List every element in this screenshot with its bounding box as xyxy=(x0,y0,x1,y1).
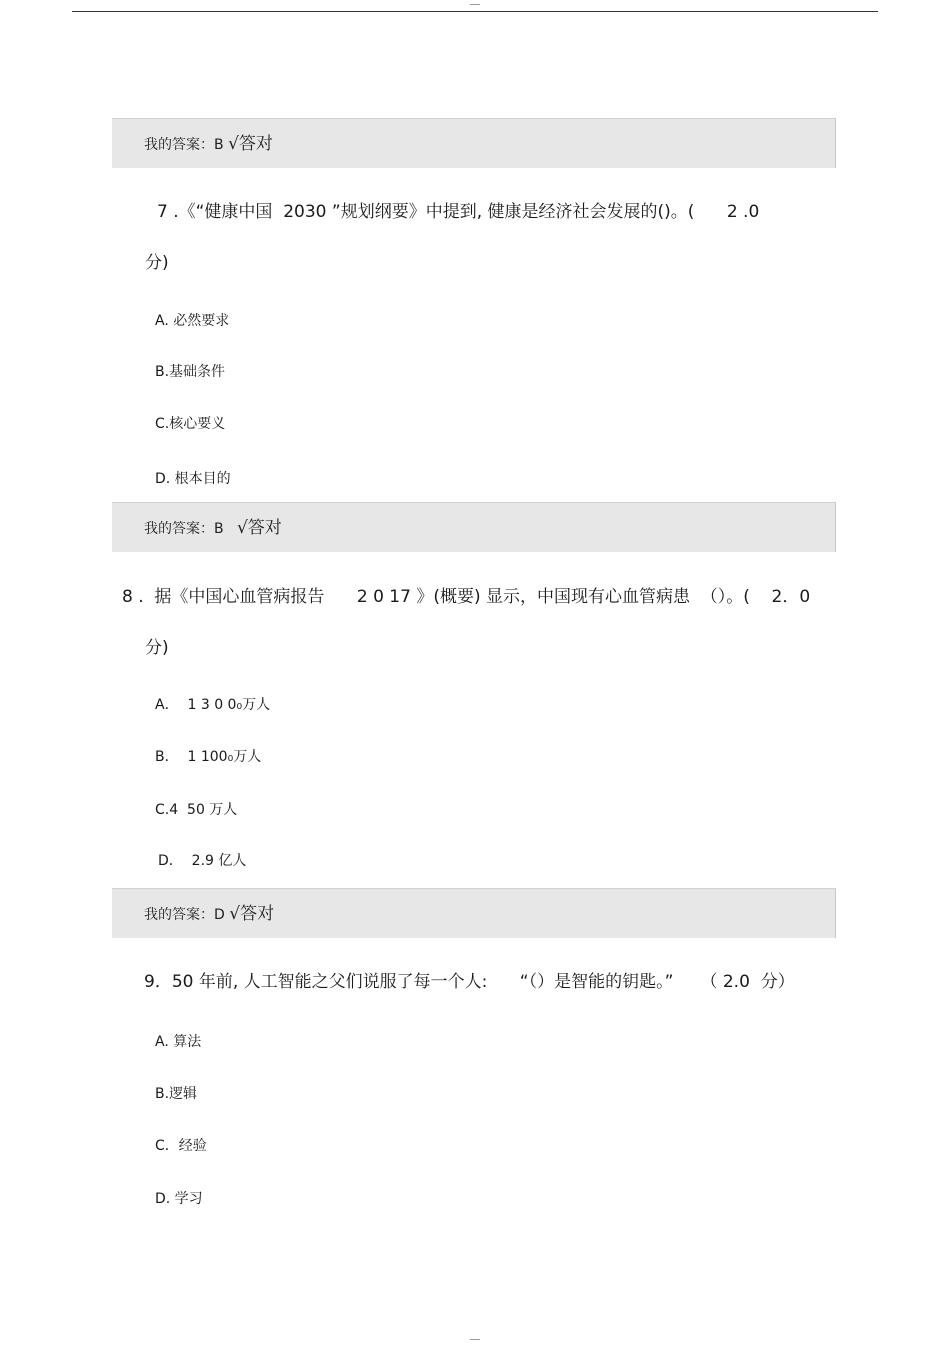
q7-option-c[interactable]: C.核心要义 xyxy=(155,416,226,432)
answer-label: 我的答案： xyxy=(144,521,214,537)
answer-bar-q8 xyxy=(112,888,836,938)
header-rule xyxy=(72,11,878,12)
question-7-text-cont: 分) xyxy=(145,253,169,273)
answer-choice: B xyxy=(214,521,224,537)
answer-correct-mark: √答对 xyxy=(228,134,273,154)
q7-option-b[interactable]: B.基础条件 xyxy=(155,364,226,380)
question-7-text: 7 .《“健康中国 2030 ”规划纲要》中提到, 健康是经济社会发展的()。( 2 .0 xyxy=(157,202,760,222)
answer-bar-q7 xyxy=(112,502,836,552)
answer-choice: D xyxy=(214,907,225,923)
q8-option-c[interactable]: C.4 50 万人 xyxy=(155,802,238,818)
question-8-text: 8 . 据《中国心血管病报告 2 0 17 》(概要) 显示，中国现有心血管病患 （）。( 2．0 xyxy=(122,587,811,607)
q9-option-c[interactable]: C．经验 xyxy=(155,1138,207,1154)
q9-option-b[interactable]: B.逻辑 xyxy=(155,1086,198,1102)
page-top-mark xyxy=(470,4,480,5)
answer-label: 我的答案： xyxy=(144,137,214,153)
answer-bar-q6 xyxy=(112,118,836,168)
page-bottom-mark xyxy=(470,1339,480,1340)
q9-option-d[interactable]: D. 学习 xyxy=(155,1191,203,1207)
q8-option-a[interactable]: A． 1 3 0 0₀万人 xyxy=(155,697,271,713)
q8-option-b[interactable]: B． 1 100₀万人 xyxy=(155,749,262,765)
question-9-text: 9．50 年前, 人工智能之父们说服了每一个人: “（）是智能的钥匙。” （ 2.0 分） xyxy=(144,972,795,992)
answer-correct-mark: √答对 xyxy=(229,904,275,924)
q8-option-d[interactable]: D． 2.9 亿人 xyxy=(158,853,247,869)
q9-option-a[interactable]: A. 算法 xyxy=(155,1034,202,1050)
q7-option-a[interactable]: A. 必然要求 xyxy=(155,313,230,329)
answer-correct-mark: √答对 xyxy=(236,518,282,538)
answer-label: 我的答案： xyxy=(144,907,214,923)
question-8-text-cont: 分) xyxy=(145,638,169,658)
answer-text-q7 xyxy=(144,503,282,554)
answer-text-q6 xyxy=(144,119,273,170)
answer-choice: B xyxy=(214,137,224,153)
q7-option-d[interactable]: D. 根本目的 xyxy=(155,471,231,487)
answer-text-q8 xyxy=(144,889,274,940)
